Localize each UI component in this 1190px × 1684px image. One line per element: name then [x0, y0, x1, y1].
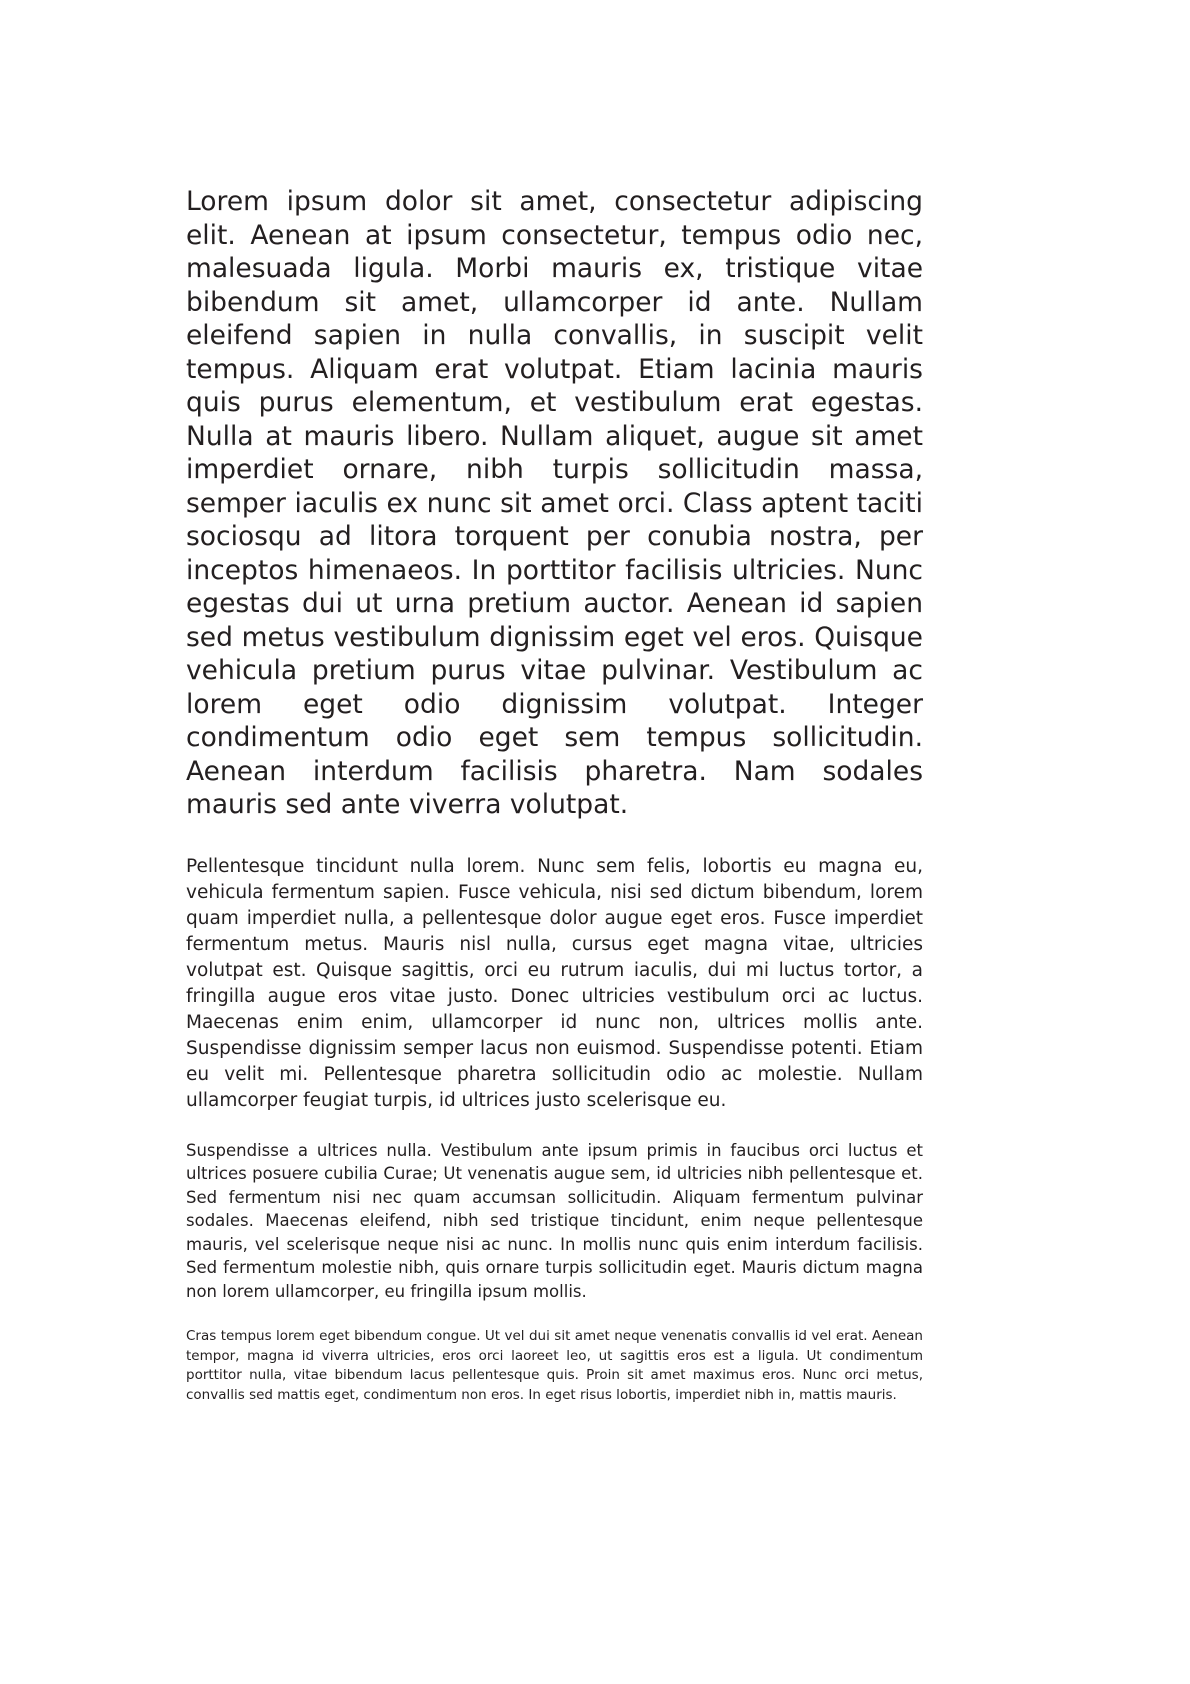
body-paragraph-2: Pellentesque tincidunt nulla lorem. Nunc sem felis, lobortis eu magna eu, vehicula fermentum sapien. Fusce vehicula, nisi sed dictum bibendum, lorem quam imperdiet nulla, a pellentesque dolor augue eget eros. Fusce imperdiet fermentum metus. Mauris nisl nulla, cursus eget magna vitae, ultricies volutpat est. Quisque sagittis, orci eu rutrum iaculis, dui mi luctus tortor, a fringilla augue eros vitae justo. Donec ultricies vestibulum orci ac luctus. Maecenas enim enim, ullamcorper id nunc non, ultrices mollis ante. Suspendisse dignissim semper lacus non euismod. Suspendisse potenti. Etiam eu velit mi. Pellentesque pharetra sollicitudin odio ac molestie. Nullam ullamcorper feugiat turpis, id ultrices justo scelerisque eu. — [186, 855, 923, 1111]
body-paragraph-3: Suspendisse a ultrices nulla. Vestibulum ante ipsum primis in faucibus orci luctus et ultrices posuere cubilia Curae; Ut venenatis augue sem, id ultricies nibh pellentesque et. Sed fermentum nisi nec quam accumsan sollicitudin. Aliquam fermentum pulvinar sodales. Maecenas eleifend, nibh sed tristique tincidunt, enim neque pellentesque mauris, vel scelerisque neque nisi ac nunc. In mollis nunc quis enim interdum facilisis. Sed fermentum molestie nibh, quis ornare turpis sollicitudin eget. Mauris dictum magna non lorem ullamcorper, eu fringilla ipsum mollis. — [186, 1140, 923, 1301]
body-paragraph-1: Lorem ipsum dolor sit amet, consectetur adipiscing elit. Aenean at ipsum consectetur, tempus odio nec, malesuada ligula. Morbi mauris ex, tristique vitae bibendum sit amet, ullamcorper id ante. Nullam eleifend sapien in nulla convallis, in suscipit velit tempus. Aliquam erat volutpat. Etiam lacinia mauris quis purus elementum, et vestibulum erat egestas. Nulla at mauris libero. Nullam aliquet, augue sit amet imperdiet ornare, nibh turpis sollicitudin massa, semper iaculis ex nunc sit amet orci. Class aptent taciti sociosqu ad litora torquent per conubia nostra, per inceptos himenaeos. In porttitor facilisis ultricies. Nunc egestas dui ut urna pretium auctor. Aenean id sapien sed metus vestibulum dignissim eget vel eros. Quisque vehicula pretium purus vitae pulvinar. Vestibulum ac lorem eget odio dignissim volutpat. Integer condimentum odio eget sem tempus sollicitudin. Aenean interdum facilisis pharetra. Nam sodales mauris sed ante viverra volutpat. — [186, 186, 923, 820]
body-paragraph-4: Cras tempus lorem eget bibendum congue. Ut vel dui sit amet neque venenatis convallis id vel erat. Aenean tempor, magna id viverra ultricies, eros orci laoreet leo, ut sagittis eros est a ligula. Ut condimentum porttitor nulla, vitae bibendum lacus pellentesque quis. Proin sit amet maximus eros. Nunc orci metus, convallis sed mattis eget, condimentum non eros. In eget risus lobortis, imperdiet nibh in, mattis mauris. — [186, 1328, 923, 1403]
